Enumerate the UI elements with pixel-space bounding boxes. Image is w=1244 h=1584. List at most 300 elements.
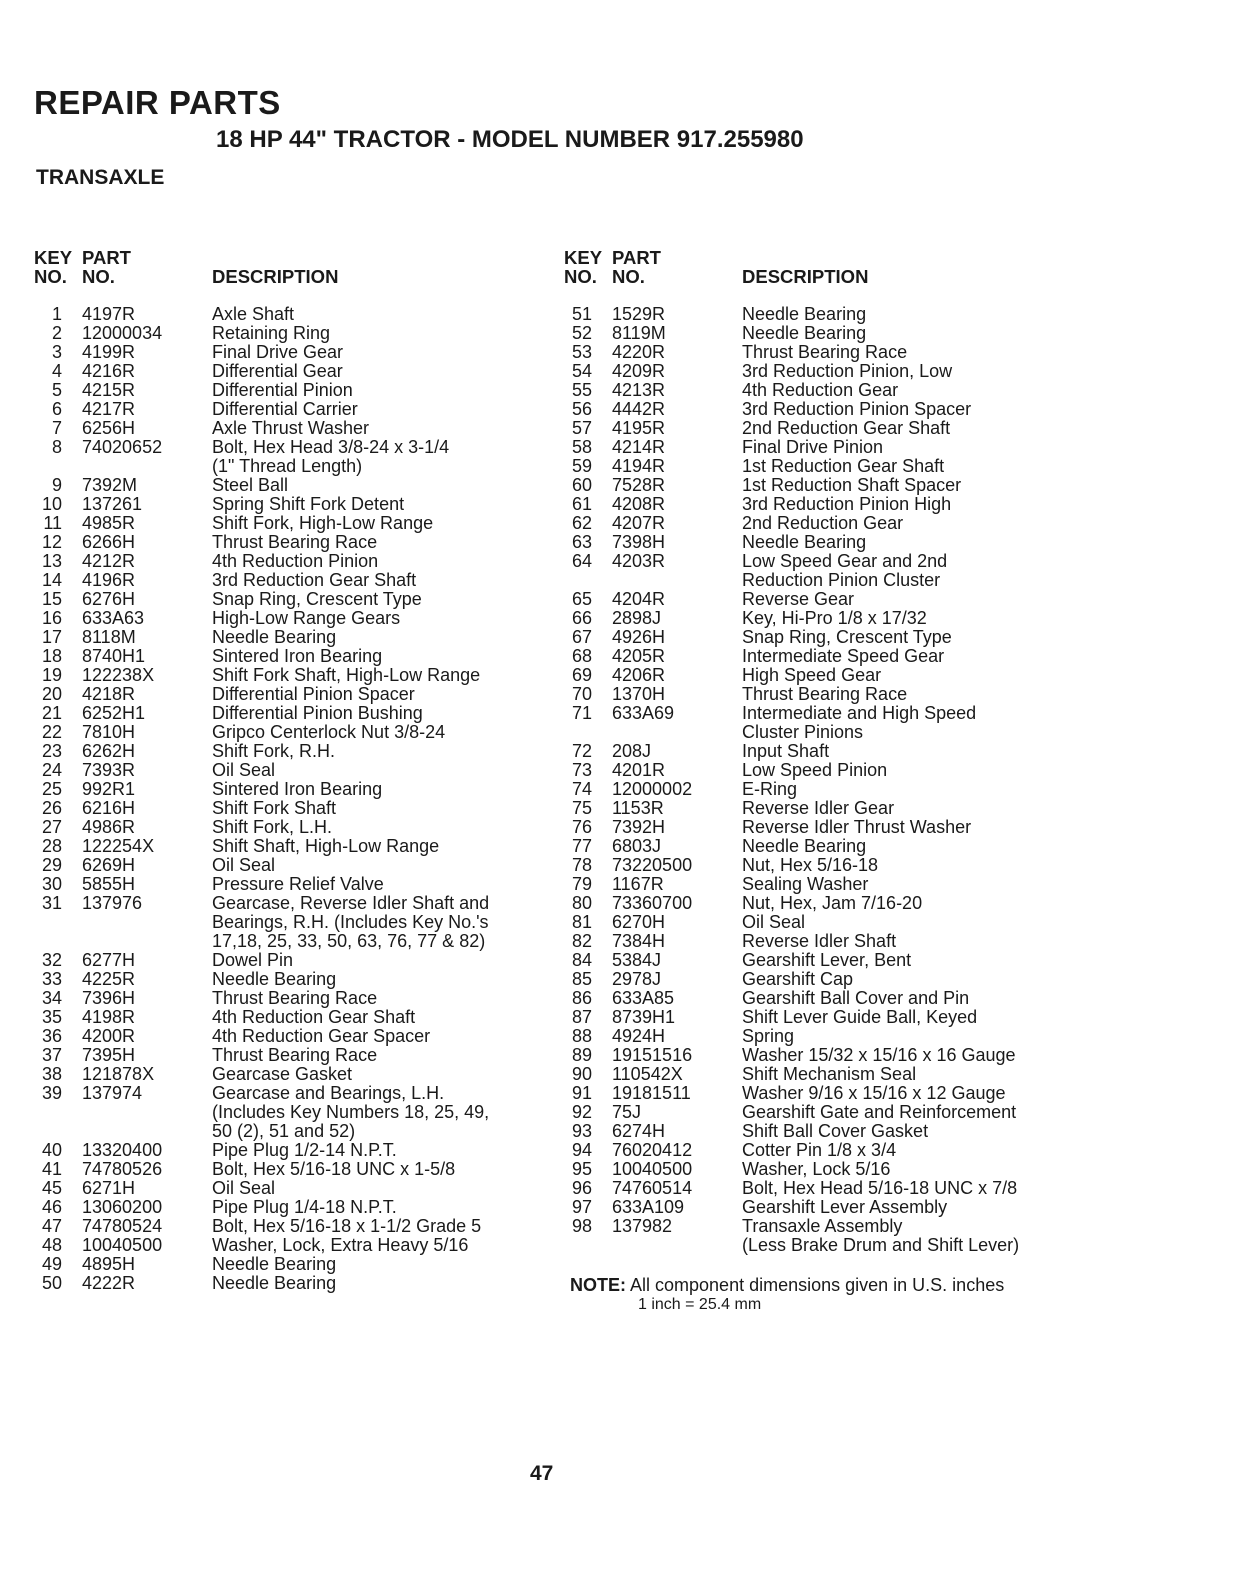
part-number: 4222R [82, 1273, 136, 1293]
table-row [560, 1217, 1060, 1255]
description-line: Steel Ball [212, 475, 289, 495]
part-description [742, 476, 1060, 495]
key-number: 65 [571, 589, 592, 609]
key-number: 82 [571, 931, 592, 951]
part-number: 13060200 [82, 1197, 163, 1217]
table-row [560, 1122, 1060, 1141]
description-line: Gearcase, Reverse Idler Shaft and [212, 893, 490, 913]
description-line: Gearshift Lever Assembly [742, 1197, 948, 1217]
header-key-no: NO. [34, 266, 67, 287]
part-description [742, 932, 1060, 951]
part-number: 4225R [82, 969, 136, 989]
description-line: Pressure Relief Valve [212, 874, 384, 894]
part-description [212, 305, 530, 324]
description-line: Needle Bearing [212, 627, 337, 647]
table-row [560, 704, 1060, 742]
part-description [212, 685, 530, 704]
part-description [742, 913, 1060, 932]
key-number: 49 [41, 1254, 62, 1274]
description-line: Retaining Ring [212, 323, 331, 343]
description-line: Differential Gear [212, 361, 343, 381]
key-number: 9 [51, 475, 62, 495]
part-description [212, 1160, 530, 1179]
table-row [560, 1008, 1060, 1027]
description-line: 1st Reduction Shaft Spacer [742, 475, 962, 495]
part-number: 4194R [612, 456, 666, 476]
key-number: 54 [571, 361, 592, 381]
description-line: 3rd Reduction Pinion Spacer [742, 399, 972, 419]
part-description [742, 438, 1060, 457]
part-description [742, 343, 1060, 362]
key-number: 74 [571, 779, 592, 799]
description-line: 4th Reduction Pinion [212, 551, 379, 571]
description-line: E-Ring [742, 779, 798, 799]
key-number: 68 [571, 646, 592, 666]
part-number: 73220500 [612, 855, 693, 875]
part-description [742, 761, 1060, 780]
header-part-no: NO. [612, 266, 645, 287]
description-line: Dowel Pin [212, 950, 294, 970]
part-number: 4209R [612, 361, 666, 381]
description-line: High-Low Range Gears [212, 608, 401, 628]
part-number: 1370H [612, 684, 666, 704]
description-line: Intermediate and High Speed [742, 703, 977, 723]
key-number: 62 [571, 513, 592, 533]
part-description [212, 1255, 530, 1274]
part-description [742, 1103, 1060, 1122]
description-line: Shift Fork Shaft, High-Low Range [212, 665, 481, 685]
description-line: Oil Seal [212, 855, 276, 875]
key-number: 93 [571, 1121, 592, 1141]
part-description [742, 1027, 1060, 1046]
part-description [742, 1084, 1060, 1103]
key-number: 34 [41, 988, 62, 1008]
part-description [212, 1065, 530, 1084]
table-row [560, 381, 1060, 400]
description-line: Shift Fork, R.H. [212, 741, 336, 761]
table-row [30, 818, 530, 837]
key-number: 26 [41, 798, 62, 818]
part-number: 6216H [82, 798, 136, 818]
part-number: 633A85 [612, 988, 675, 1008]
description-line: Shift Ball Cover Gasket [742, 1121, 929, 1141]
key-number: 97 [571, 1197, 592, 1217]
part-number: 6277H [82, 950, 136, 970]
part-number: 19151516 [612, 1045, 693, 1065]
description-line: Thrust Bearing Race [212, 532, 378, 552]
description-line: Shift Fork, High-Low Range [212, 513, 434, 533]
key-number: 85 [571, 969, 592, 989]
table-row [560, 989, 1060, 1008]
key-number: 32 [41, 950, 62, 970]
key-number: 67 [571, 627, 592, 647]
part-description [212, 381, 530, 400]
key-number: 37 [41, 1045, 62, 1065]
part-number: 7398H [612, 532, 666, 552]
table-row [30, 1255, 530, 1274]
table-row [560, 647, 1060, 666]
key-number: 80 [571, 893, 592, 913]
key-number: 76 [571, 817, 592, 837]
note-conversion: 1 inch = 25.4 mm [638, 1296, 762, 1313]
description-line: 1st Reduction Gear Shaft [742, 456, 945, 476]
table-row [560, 818, 1060, 837]
key-number: 81 [571, 912, 592, 932]
table-row [30, 1179, 530, 1198]
table-row [560, 609, 1060, 628]
part-description [212, 476, 530, 495]
part-number: 7384H [612, 931, 666, 951]
table-row [30, 761, 530, 780]
part-number: 6270H [612, 912, 666, 932]
part-number: 633A69 [612, 703, 675, 723]
part-description [742, 818, 1060, 837]
table-row [560, 324, 1060, 343]
table-row [560, 476, 1060, 495]
part-description [742, 1217, 1060, 1255]
key-number: 14 [41, 570, 62, 590]
table-row [560, 932, 1060, 951]
table-row [30, 647, 530, 666]
part-description [212, 723, 530, 742]
part-number: 633A63 [82, 608, 145, 628]
part-description [742, 1160, 1060, 1179]
table-row [560, 1046, 1060, 1065]
description-line: Oil Seal [212, 760, 276, 780]
description-line: Thrust Bearing Race [742, 342, 908, 362]
key-number: 78 [571, 855, 592, 875]
description-line: 17,18, 25, 33, 50, 63, 76, 77 & 82) [212, 931, 486, 951]
table-row [560, 856, 1060, 875]
part-description [742, 324, 1060, 343]
key-number: 75 [571, 798, 592, 818]
part-number: 1153R [612, 798, 664, 818]
part-number: 121878X [82, 1064, 155, 1084]
key-number: 2 [51, 323, 62, 343]
part-number: 4212R [82, 551, 136, 571]
part-number: 633A109 [612, 1197, 685, 1217]
model-subtitle: 18 HP 44" TRACTOR - MODEL NUMBER 917.255980 [216, 126, 804, 153]
part-description [212, 324, 530, 343]
key-number: 13 [41, 551, 62, 571]
key-number: 84 [571, 950, 592, 970]
description-line: 3rd Reduction Gear Shaft [212, 570, 417, 590]
parts-rows [560, 305, 1060, 1255]
description-line: High Speed Gear [742, 665, 882, 685]
table-row [30, 1141, 530, 1160]
description-line: Input Shaft [742, 741, 830, 761]
key-number: 48 [41, 1235, 62, 1255]
table-row [30, 533, 530, 552]
table-row [560, 875, 1060, 894]
table-row [560, 799, 1060, 818]
part-number: 4895H [82, 1254, 136, 1274]
description-line: (1" Thread Length) [212, 456, 363, 476]
part-description [212, 989, 530, 1008]
part-number: 4206R [612, 665, 666, 685]
table-row [30, 799, 530, 818]
table-row [30, 1198, 530, 1217]
description-line: Needle Bearing [742, 836, 867, 856]
table-row [30, 362, 530, 381]
table-row [30, 514, 530, 533]
key-number: 16 [41, 608, 62, 628]
part-number: 7395H [82, 1045, 136, 1065]
part-number: 4924H [612, 1026, 666, 1046]
part-description [742, 742, 1060, 761]
part-number: 110542X [612, 1064, 683, 1084]
key-number: 60 [571, 475, 592, 495]
key-number: 58 [571, 437, 592, 457]
description-line: Low Speed Gear and 2nd [742, 551, 948, 571]
key-number: 11 [43, 513, 62, 533]
part-description [212, 1027, 530, 1046]
part-number: 4197R [82, 304, 136, 324]
key-number: 61 [571, 494, 592, 514]
key-number: 92 [571, 1102, 592, 1122]
part-number: 10040500 [612, 1159, 693, 1179]
table-row [30, 742, 530, 761]
key-number: 57 [571, 418, 592, 438]
part-number: 4205R [612, 646, 666, 666]
part-description [212, 856, 530, 875]
part-description [742, 1008, 1060, 1027]
description-line: Gearshift Cap [742, 969, 854, 989]
key-number: 94 [571, 1140, 592, 1160]
part-number: 4198R [82, 1007, 136, 1027]
part-description [212, 571, 530, 590]
key-number: 87 [571, 1007, 592, 1027]
part-description [742, 951, 1060, 970]
key-number: 72 [571, 741, 592, 761]
part-number: 137261 [82, 494, 143, 514]
key-number: 10 [41, 494, 62, 514]
description-line: Gearshift Lever, Bent [742, 950, 912, 970]
part-description [212, 495, 530, 514]
description-line: Cluster Pinions [742, 722, 864, 742]
part-number: 4201R [612, 760, 666, 780]
part-description [212, 609, 530, 628]
table-row [30, 381, 530, 400]
table-row [30, 1008, 530, 1027]
part-description [212, 1084, 530, 1141]
description-line: Bolt, Hex 5/16-18 UNC x 1-5/8 [212, 1159, 456, 1179]
table-header [560, 248, 1060, 292]
part-description [742, 970, 1060, 989]
description-line: Washer 9/16 x 15/16 x 12 Gauge [742, 1083, 1006, 1103]
table-row [560, 1103, 1060, 1122]
part-description [212, 837, 530, 856]
table-row [30, 704, 530, 723]
description-line: Washer 15/32 x 15/16 x 16 Gauge [742, 1045, 1016, 1065]
key-number: 28 [41, 836, 62, 856]
part-number: 5855H [82, 874, 136, 894]
description-line: Washer, Lock, Extra Heavy 5/16 [212, 1235, 469, 1255]
table-row [560, 495, 1060, 514]
table-row [30, 628, 530, 647]
key-number: 50 [41, 1273, 62, 1293]
part-description [742, 419, 1060, 438]
part-number: 6269H [82, 855, 136, 875]
table-row [30, 1084, 530, 1141]
key-number: 17 [41, 627, 62, 647]
parts-table-right [560, 248, 1060, 1255]
table-row [560, 590, 1060, 609]
part-number: 4217R [82, 399, 136, 419]
table-row [560, 1141, 1060, 1160]
description-line: 50 (2), 51 and 52) [212, 1121, 356, 1141]
part-description [742, 457, 1060, 476]
part-description [212, 742, 530, 761]
part-number: 137982 [612, 1216, 673, 1236]
part-description [212, 628, 530, 647]
description-line: Needle Bearing [212, 1254, 337, 1274]
key-number: 66 [571, 608, 592, 628]
part-description [212, 1274, 530, 1293]
part-number: 19181511 [612, 1083, 691, 1103]
header-description: DESCRIPTION [212, 266, 339, 287]
note-label: NOTE: [570, 1275, 626, 1295]
part-number: 6276H [82, 589, 136, 609]
part-number: 208J [612, 741, 652, 761]
table-row [560, 1198, 1060, 1217]
part-number: 6256H [82, 418, 136, 438]
part-number: 4207R [612, 513, 666, 533]
key-number: 47 [41, 1216, 62, 1236]
key-number: 91 [571, 1083, 592, 1103]
header-part: PART [612, 247, 661, 268]
part-number: 8739H1 [612, 1007, 676, 1027]
part-number: 75J [612, 1102, 642, 1122]
key-number: 98 [571, 1216, 592, 1236]
key-number: 33 [41, 969, 62, 989]
part-number: 137974 [82, 1083, 143, 1103]
header-key: KEY [564, 247, 603, 268]
description-line: Gripco Centerlock Nut 3/8-24 [212, 722, 446, 742]
part-number: 76020412 [612, 1140, 693, 1160]
part-description [212, 1046, 530, 1065]
part-description [212, 400, 530, 419]
description-line: Transaxle Assembly [742, 1216, 903, 1236]
key-number: 77 [571, 836, 592, 856]
table-row [30, 590, 530, 609]
part-description [742, 780, 1060, 799]
table-row [560, 666, 1060, 685]
part-description [212, 647, 530, 666]
part-description [742, 1122, 1060, 1141]
key-number: 70 [571, 684, 592, 704]
part-description [742, 799, 1060, 818]
description-line: Pipe Plug 1/4-18 N.P.T. [212, 1197, 397, 1217]
key-number: 31 [41, 893, 62, 913]
description-line: Needle Bearing [212, 1273, 337, 1293]
description-line: Needle Bearing [212, 969, 337, 989]
part-number: 4215R [82, 380, 136, 400]
part-number: 12000002 [612, 779, 693, 799]
description-line: 4th Reduction Gear Shaft [212, 1007, 416, 1027]
table-row [560, 970, 1060, 989]
description-line: Reverse Gear [742, 589, 855, 609]
part-description [742, 666, 1060, 685]
part-number: 6266H [82, 532, 136, 552]
description-line: Bolt, Hex 5/16-18 x 1-1/2 Grade 5 [212, 1216, 482, 1236]
description-line: Differential Pinion [212, 380, 353, 400]
description-line: Differential Carrier [212, 399, 358, 419]
part-description [742, 1046, 1060, 1065]
part-description [212, 362, 530, 381]
part-number: 6252H1 [82, 703, 146, 723]
part-number: 4218R [82, 684, 136, 704]
table-row [30, 723, 530, 742]
key-number: 79 [571, 874, 592, 894]
table-row [560, 742, 1060, 761]
part-number: 73360700 [612, 893, 693, 913]
part-description [212, 780, 530, 799]
key-number: 29 [41, 855, 62, 875]
description-line: 4th Reduction Gear Spacer [212, 1026, 431, 1046]
header-part: PART [82, 247, 131, 268]
part-description [212, 875, 530, 894]
part-number: 992R1 [82, 779, 136, 799]
part-description [742, 533, 1060, 552]
part-number: 74780524 [82, 1216, 163, 1236]
part-description [742, 400, 1060, 419]
part-number: 1529R [612, 304, 666, 324]
table-row [560, 362, 1060, 381]
part-description [212, 514, 530, 533]
part-description [212, 951, 530, 970]
key-number: 21 [41, 703, 62, 723]
description-line: 4th Reduction Gear [742, 380, 899, 400]
key-number: 24 [41, 760, 62, 780]
description-line: 2nd Reduction Gear [742, 513, 904, 533]
key-number: 35 [41, 1007, 62, 1027]
part-description [212, 590, 530, 609]
description-line: Snap Ring, Crescent Type [742, 627, 952, 647]
table-row [560, 533, 1060, 552]
part-number: 8740H1 [82, 646, 146, 666]
part-number: 4204R [612, 589, 666, 609]
part-number: 8118M [82, 627, 136, 647]
table-row [30, 1160, 530, 1179]
key-number: 69 [571, 665, 592, 685]
note-text: All component dimensions given in U.S. inches [630, 1275, 1005, 1295]
part-description [742, 1179, 1060, 1198]
table-row [30, 970, 530, 989]
key-number: 15 [41, 589, 62, 609]
description-line: Reverse Idler Thrust Washer [742, 817, 972, 837]
table-row [560, 514, 1060, 533]
table-row [560, 894, 1060, 913]
part-description [742, 305, 1060, 324]
part-number: 4195R [612, 418, 666, 438]
key-number: 53 [571, 342, 592, 362]
part-number: 122238X [82, 665, 155, 685]
part-description [212, 1141, 530, 1160]
key-number: 18 [41, 646, 62, 666]
part-number: 13320400 [82, 1140, 163, 1160]
table-row [30, 1236, 530, 1255]
table-row [30, 951, 530, 970]
key-number: 45 [41, 1178, 62, 1198]
description-line: Differential Pinion Spacer [212, 684, 415, 704]
part-description [212, 1217, 530, 1236]
table-row [560, 628, 1060, 647]
part-description [212, 552, 530, 571]
table-row [30, 1274, 530, 1293]
table-row [560, 343, 1060, 362]
description-line: Snap Ring, Crescent Type [212, 589, 422, 609]
